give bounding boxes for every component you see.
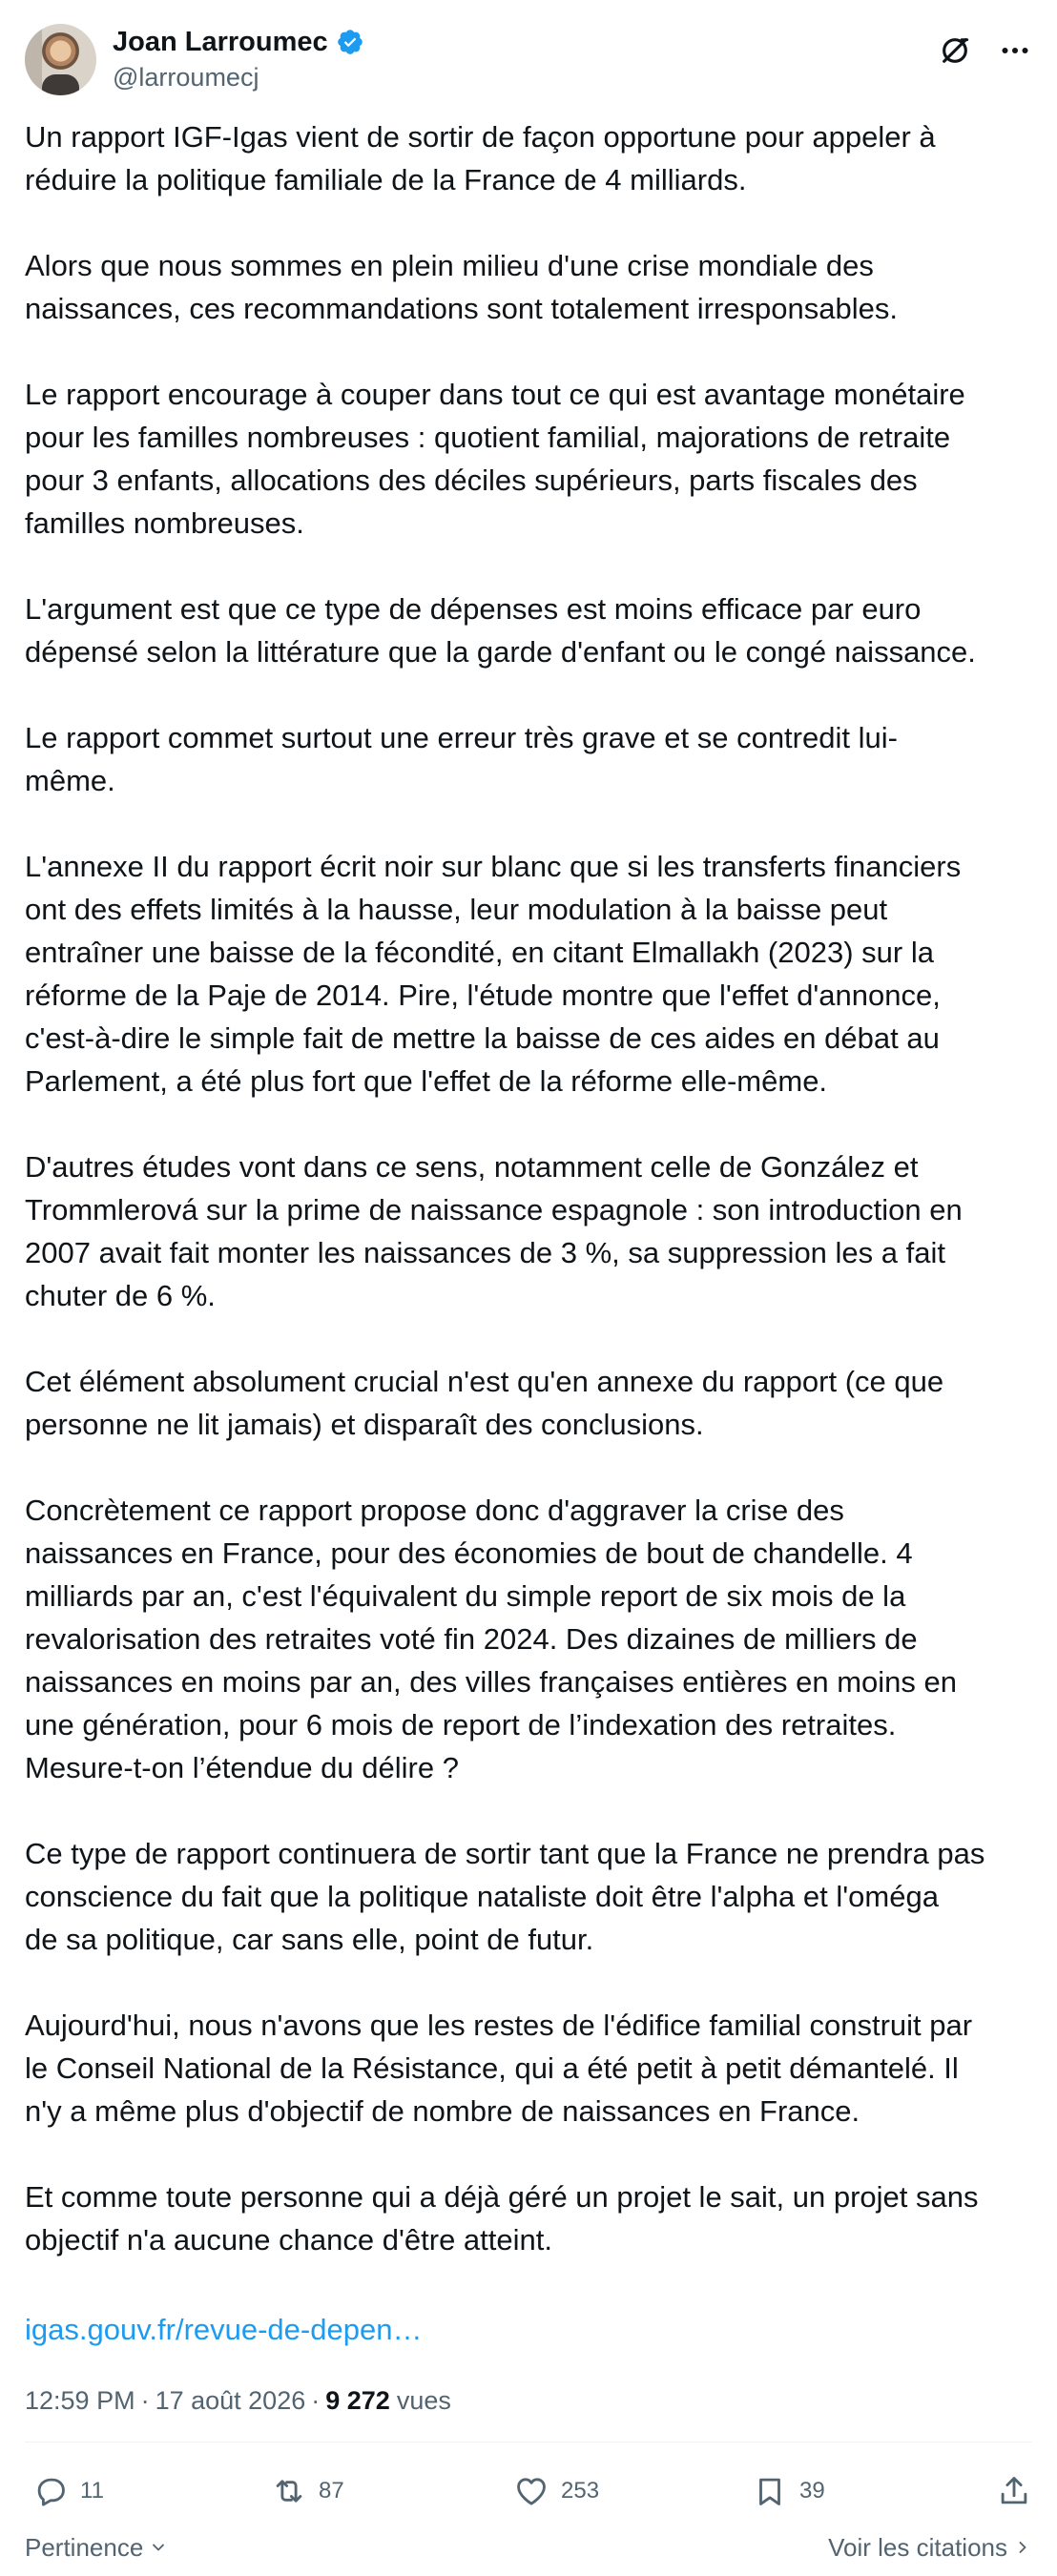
retweet-button[interactable] bbox=[271, 2473, 344, 2509]
reply-icon bbox=[32, 2473, 69, 2509]
header-actions bbox=[939, 33, 1032, 68]
tweet-paragraph: L'argument est que ce type de dépenses est moins efficace par euro dépensé selon la littérature que la garde d'enfant ou le congé naissance. bbox=[25, 592, 976, 669]
tweet-paragraph: Aujourd'hui, nous n'avons que les restes de l'édifice familial construit par le Conseil National de la Résistance, qui a été petit à petit démantelé. Il n'y a même plus d'objectif de nombre de naissances en France. bbox=[25, 2009, 973, 2128]
tweet-paragraph: L'annexe II du rapport écrit noir sur blanc que si les transferts financiers ont des effets limités à la hausse, leur modulation à la baisse peut entraîner une baisse de la fécondité, en citant Elmallakh (2023) sur la réforme de la Paje de 2014. Pire, l'étude montre que l'effet d'annonce, c'est-à-dire le simple fait de mettre la baisse de ces aides en débat au Parlement, a été plus fort que l'effet de la réforme elle-même. bbox=[25, 850, 962, 1098]
share-icon bbox=[996, 2473, 1032, 2509]
views-label: vues bbox=[396, 2386, 451, 2415]
tweet-paragraph: Le rapport commet surtout une erreur très grave et se contredit lui- même. bbox=[25, 721, 898, 797]
like-button[interactable] bbox=[513, 2473, 599, 2509]
chevron-right-icon bbox=[1013, 2538, 1032, 2557]
verified-badge-icon bbox=[336, 28, 364, 56]
tweet-paragraph: Concrètement ce rapport propose donc d'aggraver la crise des naissances en France, pour des économies de bout de chandelle. 4 milliards par an, c'est l'équivalent du simple report de six mois de la revalorisation des retraites voté fin 2024. Des dizaines de milliers de naissances en moins par an, des villes françaises entières en moins en une génération, pour 6 mois de report de l’indexation des retraites. Mesure-t-on l’étendue du délire ? bbox=[25, 1494, 958, 1784]
action-bar bbox=[25, 2464, 1032, 2518]
user-handle[interactable]: @larroumecj bbox=[113, 63, 259, 92]
retweet-count: 87 bbox=[319, 2478, 344, 2504]
replies-toolbar bbox=[25, 2528, 1032, 2566]
tweet-paragraph: Alors que nous sommes en plein milieu d'une crise mondiale des naissances, ces recommandations sont totalement irresponsables. bbox=[25, 249, 898, 325]
reply-button[interactable] bbox=[32, 2473, 104, 2509]
bookmark-count: 39 bbox=[799, 2478, 825, 2504]
heart-icon bbox=[513, 2473, 549, 2509]
tweet-date[interactable]: 17 août 2026 bbox=[155, 2386, 306, 2415]
meta-separator-2: · bbox=[311, 2386, 321, 2415]
like-count: 253 bbox=[561, 2478, 600, 2504]
tweet-meta bbox=[25, 2384, 451, 2417]
tweet-paragraph: Un rapport IGF-Igas vient de sortir de façon opportune pour appeler à réduire la politique familiale de la France de 4 milliards. bbox=[25, 120, 936, 196]
name-row bbox=[113, 25, 364, 59]
user-block bbox=[113, 25, 364, 93]
tweet-header bbox=[25, 21, 1032, 97]
views-count: 9 272 bbox=[325, 2386, 390, 2415]
reply-count: 11 bbox=[80, 2478, 104, 2504]
sort-dropdown[interactable] bbox=[25, 2533, 168, 2563]
tweet-paragraph: Cet élément absolument crucial n'est qu'en annexe du rapport (ce que personne ne lit jamais) et disparaît des conclusions. bbox=[25, 1365, 944, 1441]
grok-icon[interactable] bbox=[939, 34, 971, 67]
avatar[interactable] bbox=[25, 24, 96, 95]
tweet-link[interactable]: igas.gouv.fr/revue-de-depen… bbox=[25, 2313, 423, 2346]
tweet-body bbox=[25, 115, 1036, 2304]
chevron-down-icon bbox=[149, 2538, 168, 2557]
bookmark-button[interactable] bbox=[752, 2473, 825, 2509]
retweet-icon bbox=[271, 2473, 307, 2509]
bookmark-icon bbox=[752, 2473, 788, 2509]
display-name[interactable]: Joan Larroumec bbox=[113, 27, 328, 57]
tweet-paragraph: D'autres études vont dans ce sens, notamment celle de González et Trommlerová sur la prime de naissance espagnole : son introduction en 2007 avait fait monter les naissances de 3 %, sa suppression les a fait chuter de 6 %. bbox=[25, 1150, 963, 1312]
sort-label: Pertinence bbox=[25, 2532, 144, 2562]
view-quotes-label: Voir les citations bbox=[828, 2532, 1007, 2562]
more-options-icon[interactable] bbox=[998, 33, 1032, 68]
share-button[interactable] bbox=[996, 2473, 1032, 2509]
meta-separator: · bbox=[140, 2386, 150, 2415]
tweet-paragraph: Ce type de rapport continuera de sortir tant que la France ne prendra pas conscience du fait que la politique nataliste doit être l'alpha et l'oméga de sa politique, car sans elle, point de futur. bbox=[25, 1837, 985, 1956]
tweet-paragraph: Et comme toute personne qui a déjà géré un projet le sait, un projet sans objectif n'a aucune chance d'être atteint. bbox=[25, 2180, 979, 2257]
tweet-time[interactable]: 12:59 PM bbox=[25, 2386, 135, 2415]
tweet-paragraph: Le rapport encourage à couper dans tout ce qui est avantage monétaire pour les familles nombreuses : quotient familial, majorations de retraite pour 3 enfants, allocations des déciles supérieurs, parts fiscales des familles nombreuses. bbox=[25, 378, 965, 540]
view-quotes-link[interactable] bbox=[828, 2533, 1032, 2563]
